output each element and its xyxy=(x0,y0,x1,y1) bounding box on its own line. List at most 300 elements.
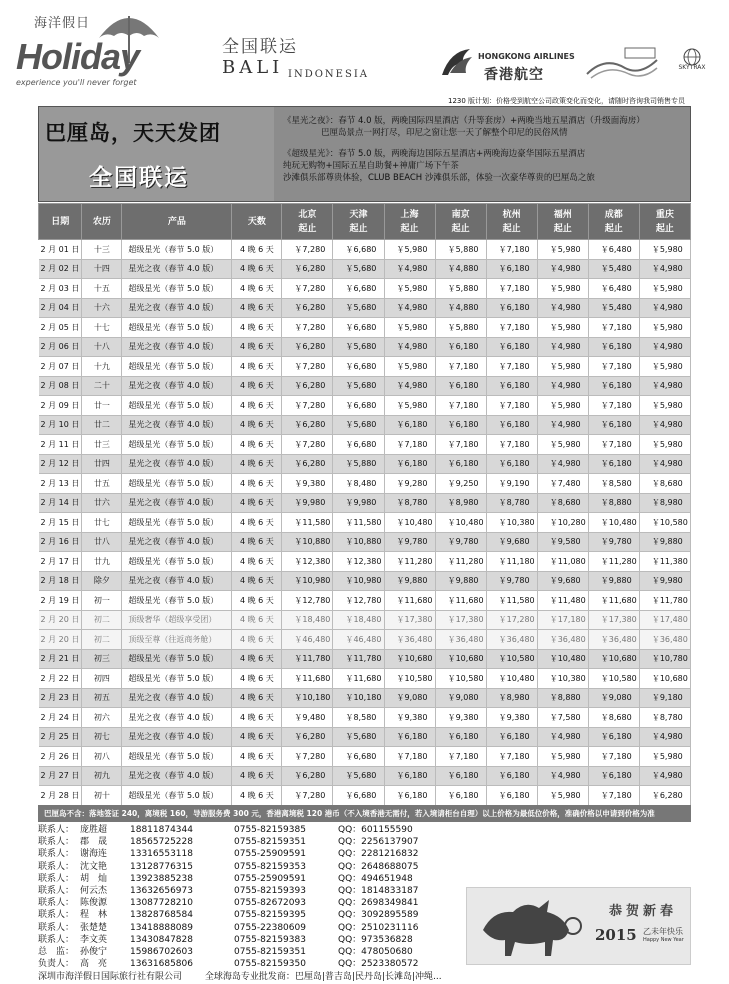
cell-price: ￥8,780 xyxy=(384,493,435,513)
contact-role: 联系人： xyxy=(38,861,75,872)
cell-price: ￥10,580 xyxy=(639,513,690,533)
cell-price: ￥10,580 xyxy=(486,649,537,669)
cell-price: ￥5,480 xyxy=(588,298,639,318)
cell-price: ￥6,180 xyxy=(384,454,435,474)
contact-row xyxy=(38,861,458,873)
cell-date: 2 月 01 日 xyxy=(39,240,82,260)
cell-days: 4 晚 6 天 xyxy=(232,298,282,318)
cell-days: 4 晚 6 天 xyxy=(232,747,282,767)
header-city: 成都 起止 xyxy=(588,204,639,240)
cell-price: ￥8,880 xyxy=(537,688,588,708)
cell-price: ￥9,080 xyxy=(384,688,435,708)
hongkong-airlines-logo xyxy=(440,47,575,83)
cell-lunar: 廿八 xyxy=(82,532,122,552)
cell-price: ￥5,980 xyxy=(537,435,588,455)
cell-price: ￥17,280 xyxy=(486,610,537,630)
cell-price: ￥4,980 xyxy=(537,454,588,474)
cell-price: ￥9,190 xyxy=(486,474,537,494)
cell-product: 顶级奢华（超级享受团） xyxy=(122,610,232,630)
cell-date: 2 月 28 日 xyxy=(39,786,82,806)
cell-days: 4 晚 6 天 xyxy=(232,357,282,377)
cell-price: ￥7,180 xyxy=(486,435,537,455)
cell-days: 4 晚 6 天 xyxy=(232,259,282,279)
skytrax-logo xyxy=(672,48,712,86)
cell-lunar: 廿二 xyxy=(82,415,122,435)
cell-price: ￥9,680 xyxy=(537,571,588,591)
cell-price: ￥7,180 xyxy=(588,786,639,806)
cell-days: 4 晚 6 天 xyxy=(232,552,282,572)
cell-lunar: 初二 xyxy=(82,610,122,630)
cell-price: ￥4,980 xyxy=(384,337,435,357)
cell-date: 2 月 04 日 xyxy=(39,298,82,318)
contact-row xyxy=(38,934,458,946)
cell-price: ￥6,680 xyxy=(333,786,384,806)
contact-qq: QQ：2523380572 xyxy=(338,959,419,970)
cell-days: 4 晚 6 天 xyxy=(232,766,282,786)
contact-qq: QQ：973536828 xyxy=(338,934,413,945)
contact-qq: QQ：3092895589 xyxy=(338,910,419,921)
cell-price: ￥17,380 xyxy=(588,610,639,630)
cell-price: ￥11,580 xyxy=(282,513,333,533)
cell-days: 4 晚 6 天 xyxy=(232,591,282,611)
contact-qq: QQ：2510231116 xyxy=(338,922,419,933)
cell-price: ￥10,580 xyxy=(435,669,486,689)
cell-price: ￥36,480 xyxy=(639,630,690,650)
cell-price: ￥4,980 xyxy=(639,766,690,786)
company-name: 深圳市海洋假日国际旅行社有限公司 xyxy=(38,972,183,982)
table-row xyxy=(39,415,691,435)
cell-price: ￥10,480 xyxy=(588,513,639,533)
cell-days: 4 晚 6 天 xyxy=(232,727,282,747)
cell-price: ￥6,280 xyxy=(282,259,333,279)
cell-price: ￥6,180 xyxy=(588,415,639,435)
contact-name: 郡 晟 xyxy=(80,837,108,848)
cell-price: ￥5,880 xyxy=(333,454,384,474)
cell-price: ￥8,680 xyxy=(639,474,690,494)
cell-date: 2 月 22 日 xyxy=(39,669,82,689)
cell-days: 4 晚 6 天 xyxy=(232,669,282,689)
cell-price: ￥6,280 xyxy=(639,786,690,806)
cell-days: 4 晚 6 天 xyxy=(232,610,282,630)
cell-product: 超级星光（春节 5.0 版） xyxy=(122,552,232,572)
cell-days: 4 晚 6 天 xyxy=(232,240,282,260)
cell-price: ￥6,180 xyxy=(384,727,435,747)
cell-lunar: 初三 xyxy=(82,649,122,669)
cell-days: 4 晚 6 天 xyxy=(232,318,282,338)
contact-name: 张楚楚 xyxy=(80,922,108,933)
cell-product: 星光之夜（春节 4.0 版） xyxy=(122,415,232,435)
cell-price: ￥9,980 xyxy=(639,571,690,591)
greeting-text: 恭贺新春 xyxy=(609,904,678,919)
contact-name: 沈文艳 xyxy=(80,861,108,872)
header-city: 北京 起止 xyxy=(282,204,333,240)
table-row xyxy=(39,630,691,650)
table-row xyxy=(39,259,691,279)
cell-product: 超级星光（春节 5.0 版） xyxy=(122,318,232,338)
header-city: 南京 起止 xyxy=(435,204,486,240)
skytrax-globe-icon xyxy=(681,48,703,66)
contact-role: 联系人： xyxy=(38,934,75,945)
banner-line: 《超级星光》：春节 5.0 版，两晚海边国际五星酒店+两晚海边豪华国际五星酒店 xyxy=(283,149,586,159)
table-row xyxy=(39,610,691,630)
cell-date: 2 月 26 日 xyxy=(39,747,82,767)
table-row xyxy=(39,337,691,357)
cell-lunar: 初一 xyxy=(82,591,122,611)
contact-phone: 0755-82159395 xyxy=(234,910,306,921)
cell-price: ￥9,080 xyxy=(588,688,639,708)
cell-price: ￥9,880 xyxy=(435,571,486,591)
cell-price: ￥8,780 xyxy=(639,708,690,728)
contact-mobile: 18565725228 xyxy=(130,837,193,848)
cell-price: ￥7,180 xyxy=(588,435,639,455)
cell-product: 星光之夜（春节 4.0 版） xyxy=(122,298,232,318)
cell-price: ￥7,180 xyxy=(588,357,639,377)
skytrax-label: SKYTRAX xyxy=(678,64,706,71)
cell-product: 超级星光（春节 5.0 版） xyxy=(122,591,232,611)
cell-price: ￥8,680 xyxy=(588,708,639,728)
cell-price: ￥6,280 xyxy=(282,766,333,786)
table-row xyxy=(39,376,691,396)
cell-price: ￥11,380 xyxy=(639,552,690,572)
contact-phone: 0755-82159351 xyxy=(234,946,306,957)
cell-price: ￥17,380 xyxy=(384,610,435,630)
cell-days: 4 晚 6 天 xyxy=(232,532,282,552)
cell-price: ￥9,680 xyxy=(486,532,537,552)
cell-days: 4 晚 6 天 xyxy=(232,435,282,455)
cell-price: ￥5,980 xyxy=(639,279,690,299)
cell-price: ￥4,880 xyxy=(435,298,486,318)
table-row xyxy=(39,318,691,338)
banner-line: 沙滩俱乐部尊贵体验，CLUB BEACH 沙滩俱乐部，体验一次豪华尊贵的巴厘岛之旅 xyxy=(283,173,595,183)
cell-lunar: 廿三 xyxy=(82,435,122,455)
greeting-year: 2015 xyxy=(595,926,637,944)
table-row xyxy=(39,240,691,260)
cell-product: 超级星光（春节 5.0 版） xyxy=(122,396,232,416)
contact-role: 负责人： xyxy=(38,959,75,970)
greeting-subtext: 乙未年快乐 xyxy=(643,927,683,936)
cell-price: ￥5,980 xyxy=(537,747,588,767)
bali-logo-sub: INDONESIA xyxy=(288,69,369,80)
cell-price: ￥9,880 xyxy=(384,571,435,591)
hk-airlines-en: HONGKONG AIRLINES xyxy=(478,52,575,61)
cell-date: 2 月 03 日 xyxy=(39,279,82,299)
cell-lunar: 十八 xyxy=(82,337,122,357)
cell-lunar: 廿六 xyxy=(82,493,122,513)
cell-price: ￥8,780 xyxy=(486,493,537,513)
cell-price: ￥11,780 xyxy=(333,649,384,669)
cell-product: 超级星光（春节 5.0 版） xyxy=(122,435,232,455)
cell-date: 2 月 08 日 xyxy=(39,376,82,396)
cell-price: ￥11,480 xyxy=(537,591,588,611)
contact-row xyxy=(38,836,458,848)
cell-price: ￥5,980 xyxy=(537,279,588,299)
cell-price: ￥9,380 xyxy=(384,708,435,728)
cell-price: ￥7,280 xyxy=(282,396,333,416)
cell-price: ￥9,080 xyxy=(435,688,486,708)
contact-phone: 0755-22380609 xyxy=(234,922,306,933)
cell-price: ￥10,880 xyxy=(282,532,333,552)
cell-price: ￥8,980 xyxy=(435,493,486,513)
bali-logo xyxy=(222,32,382,87)
contact-role: 联系人： xyxy=(38,849,75,860)
cell-date: 2 月 11 日 xyxy=(39,435,82,455)
cell-lunar: 初六 xyxy=(82,708,122,728)
cell-days: 4 晚 6 天 xyxy=(232,493,282,513)
cell-price: ￥10,580 xyxy=(384,669,435,689)
cell-price: ￥9,880 xyxy=(588,571,639,591)
cell-product: 星光之夜（春节 4.0 版） xyxy=(122,454,232,474)
table-row xyxy=(39,786,691,806)
cell-price: ￥10,380 xyxy=(486,513,537,533)
holiday-logo-en: Holiday xyxy=(16,36,140,77)
contact-mobile: 13631685806 xyxy=(130,959,193,970)
cell-price: ￥6,180 xyxy=(435,727,486,747)
cell-date: 2 月 12 日 xyxy=(39,454,82,474)
contact-mobile: 13087728210 xyxy=(130,898,193,909)
cell-price: ￥11,780 xyxy=(282,649,333,669)
cell-price: ￥5,980 xyxy=(537,357,588,377)
cell-price: ￥7,280 xyxy=(282,357,333,377)
cell-price: ￥10,680 xyxy=(435,649,486,669)
cell-price: ￥6,180 xyxy=(486,376,537,396)
cell-price: ￥8,880 xyxy=(588,493,639,513)
cell-date: 2 月 18 日 xyxy=(39,571,82,591)
contact-role: 联系人： xyxy=(38,873,75,884)
cell-price: ￥6,180 xyxy=(384,766,435,786)
cell-price: ￥9,980 xyxy=(333,493,384,513)
cell-price: ￥7,180 xyxy=(486,318,537,338)
cell-price: ￥7,180 xyxy=(588,396,639,416)
cell-price: ￥7,280 xyxy=(282,786,333,806)
cell-date: 2 月 19 日 xyxy=(39,591,82,611)
contact-row xyxy=(38,848,458,860)
cell-price: ￥5,980 xyxy=(537,786,588,806)
cell-price: ￥4,980 xyxy=(537,298,588,318)
cell-date: 2 月 10 日 xyxy=(39,415,82,435)
cell-price: ￥9,250 xyxy=(435,474,486,494)
cell-price: ￥5,680 xyxy=(333,298,384,318)
cell-lunar: 十三 xyxy=(82,240,122,260)
cell-price: ￥11,580 xyxy=(333,513,384,533)
contact-qq: QQ：2648688075 xyxy=(338,861,419,872)
cell-product: 超级星光（春节 5.0 版） xyxy=(122,474,232,494)
cell-price: ￥17,480 xyxy=(639,610,690,630)
cell-lunar: 廿九 xyxy=(82,552,122,572)
cell-price: ￥9,780 xyxy=(435,532,486,552)
table-row xyxy=(39,649,691,669)
table-row xyxy=(39,454,691,474)
cell-price: ￥6,680 xyxy=(333,279,384,299)
contact-mobile: 13418888089 xyxy=(130,922,193,933)
cell-price: ￥5,680 xyxy=(333,337,384,357)
cell-price: ￥11,780 xyxy=(639,591,690,611)
cell-price: ￥11,680 xyxy=(588,591,639,611)
cell-price: ￥8,580 xyxy=(333,708,384,728)
cell-product: 星光之夜（春节 4.0 版） xyxy=(122,532,232,552)
cell-date: 2 月 14 日 xyxy=(39,493,82,513)
cell-price: ￥6,280 xyxy=(282,727,333,747)
cell-product: 星光之夜（春节 4.0 版） xyxy=(122,376,232,396)
cell-price: ￥10,580 xyxy=(588,669,639,689)
contact-mobile: 13828768584 xyxy=(130,910,193,921)
cell-date: 2 月 16 日 xyxy=(39,532,82,552)
cell-price: ￥6,180 xyxy=(384,786,435,806)
table-row xyxy=(39,688,691,708)
cell-product: 顶级至尊（往返商务舱） xyxy=(122,630,232,650)
cell-product: 星光之夜（春节 4.0 版） xyxy=(122,493,232,513)
cell-price: ￥11,280 xyxy=(435,552,486,572)
cell-lunar: 初十 xyxy=(82,786,122,806)
cell-lunar: 二十 xyxy=(82,376,122,396)
cell-price: ￥17,180 xyxy=(537,610,588,630)
cell-lunar: 初二 xyxy=(82,630,122,650)
cell-price: ￥11,080 xyxy=(537,552,588,572)
cell-price: ￥9,780 xyxy=(384,532,435,552)
cell-price: ￥5,980 xyxy=(537,240,588,260)
cell-price: ￥10,380 xyxy=(537,669,588,689)
cell-price: ￥4,980 xyxy=(639,727,690,747)
cell-lunar: 廿五 xyxy=(82,474,122,494)
holiday-logo-cn: 海洋假日 xyxy=(34,16,91,31)
cell-price: ￥11,280 xyxy=(588,552,639,572)
cell-date: 2 月 20 日 xyxy=(39,610,82,630)
contact-row xyxy=(38,873,458,885)
header-city: 杭州 起止 xyxy=(486,204,537,240)
cell-price: ￥7,180 xyxy=(588,318,639,338)
table-row xyxy=(39,747,691,767)
contact-mobile: 15986702603 xyxy=(130,946,193,957)
hongkong-swirl-icon xyxy=(585,46,660,80)
cell-price: ￥6,180 xyxy=(486,454,537,474)
cell-price: ￥6,680 xyxy=(333,747,384,767)
cell-price: ￥17,380 xyxy=(435,610,486,630)
cell-price: ￥7,180 xyxy=(588,747,639,767)
cell-price: ￥6,180 xyxy=(588,727,639,747)
cell-price: ￥5,680 xyxy=(333,376,384,396)
contact-qq: QQ：2256137907 xyxy=(338,837,419,848)
cell-price: ￥4,980 xyxy=(639,298,690,318)
contact-role: 联系人： xyxy=(38,910,75,921)
cell-price: ￥10,480 xyxy=(435,513,486,533)
contact-qq: QQ：478050680 xyxy=(338,946,413,957)
cell-days: 4 晚 6 天 xyxy=(232,279,282,299)
cell-price: ￥5,880 xyxy=(435,279,486,299)
cell-product: 星光之夜（春节 4.0 版） xyxy=(122,766,232,786)
header-lunar: 农历 xyxy=(82,204,122,240)
cell-date: 2 月 13 日 xyxy=(39,474,82,494)
cell-price: ￥4,980 xyxy=(537,727,588,747)
banner-left-panel xyxy=(39,107,274,201)
cell-product: 星光之夜（春节 4.0 版） xyxy=(122,259,232,279)
table-header-row xyxy=(39,204,691,240)
cell-price: ￥7,280 xyxy=(282,240,333,260)
cell-price: ￥4,980 xyxy=(639,376,690,396)
contact-name: 庞胜超 xyxy=(80,825,108,835)
cell-price: ￥6,180 xyxy=(435,337,486,357)
hongkong-brand-logo xyxy=(585,46,660,80)
cell-price: ￥7,180 xyxy=(435,435,486,455)
table-row xyxy=(39,435,691,455)
cell-price: ￥7,180 xyxy=(384,435,435,455)
cell-price: ￥4,980 xyxy=(639,454,690,474)
cell-price: ￥4,980 xyxy=(384,259,435,279)
cell-price: ￥4,980 xyxy=(384,298,435,318)
cell-price: ￥10,480 xyxy=(384,513,435,533)
header-city: 福州 起止 xyxy=(537,204,588,240)
bali-logo-cn: 全国联运 xyxy=(222,37,298,57)
cell-price: ￥18,480 xyxy=(282,610,333,630)
cell-price: ￥4,980 xyxy=(639,337,690,357)
cell-days: 4 晚 6 天 xyxy=(232,571,282,591)
table-row xyxy=(39,279,691,299)
contact-name: 胡 灿 xyxy=(80,873,108,884)
cell-lunar: 十九 xyxy=(82,357,122,377)
cell-price: ￥10,680 xyxy=(639,669,690,689)
cell-lunar: 十六 xyxy=(82,298,122,318)
cell-price: ￥10,980 xyxy=(333,571,384,591)
cell-price: ￥6,280 xyxy=(282,376,333,396)
contact-phone: 0755-82159393 xyxy=(234,885,306,896)
contact-row xyxy=(38,909,458,921)
header-days: 天数 xyxy=(232,204,282,240)
cell-price: ￥36,480 xyxy=(384,630,435,650)
cell-price: ￥10,480 xyxy=(486,669,537,689)
contact-name: 程 林 xyxy=(80,910,108,921)
cell-price: ￥36,480 xyxy=(435,630,486,650)
cell-price: ￥5,880 xyxy=(435,240,486,260)
contact-phone: 0755-82159350 xyxy=(234,959,306,970)
cell-lunar: 十五 xyxy=(82,279,122,299)
cell-price: ￥9,480 xyxy=(282,708,333,728)
price-table-body xyxy=(39,240,691,806)
cell-price: ￥4,980 xyxy=(639,259,690,279)
contact-row xyxy=(38,922,458,934)
cell-product: 超级星光（春节 5.0 版） xyxy=(122,747,232,767)
cell-price: ￥10,180 xyxy=(333,688,384,708)
cell-price: ￥6,180 xyxy=(486,298,537,318)
cell-price: ￥7,180 xyxy=(435,357,486,377)
cell-price: ￥4,980 xyxy=(537,415,588,435)
cell-price: ￥11,580 xyxy=(486,591,537,611)
contact-phone: 0755-25909591 xyxy=(234,849,306,860)
table-row xyxy=(39,727,691,747)
cell-price: ￥6,180 xyxy=(384,415,435,435)
hk-airlines-emblem-icon xyxy=(440,47,474,77)
cell-lunar: 初五 xyxy=(82,688,122,708)
cell-product: 星光之夜（春节 4.0 版） xyxy=(122,708,232,728)
cell-price: ￥4,980 xyxy=(537,337,588,357)
cell-price: ￥6,180 xyxy=(588,454,639,474)
contact-qq: QQ：494651948 xyxy=(338,873,413,884)
cell-lunar: 十四 xyxy=(82,259,122,279)
cell-price: ￥6,680 xyxy=(333,357,384,377)
cell-price: ￥10,680 xyxy=(384,649,435,669)
cell-price: ￥6,280 xyxy=(282,337,333,357)
contact-qq: QQ：1814833187 xyxy=(338,885,419,896)
banner-subtitle: 全国联运 xyxy=(89,165,189,191)
cell-price: ￥11,680 xyxy=(384,591,435,611)
cell-price: ￥9,380 xyxy=(282,474,333,494)
cell-price: ￥7,280 xyxy=(282,747,333,767)
cell-price: ￥5,680 xyxy=(333,727,384,747)
table-row xyxy=(39,493,691,513)
cell-days: 4 晚 6 天 xyxy=(232,649,282,669)
cell-days: 4 晚 6 天 xyxy=(232,337,282,357)
holiday-logo xyxy=(8,8,178,88)
table-row xyxy=(39,298,691,318)
cell-days: 4 晚 6 天 xyxy=(232,415,282,435)
contact-row xyxy=(38,824,458,836)
